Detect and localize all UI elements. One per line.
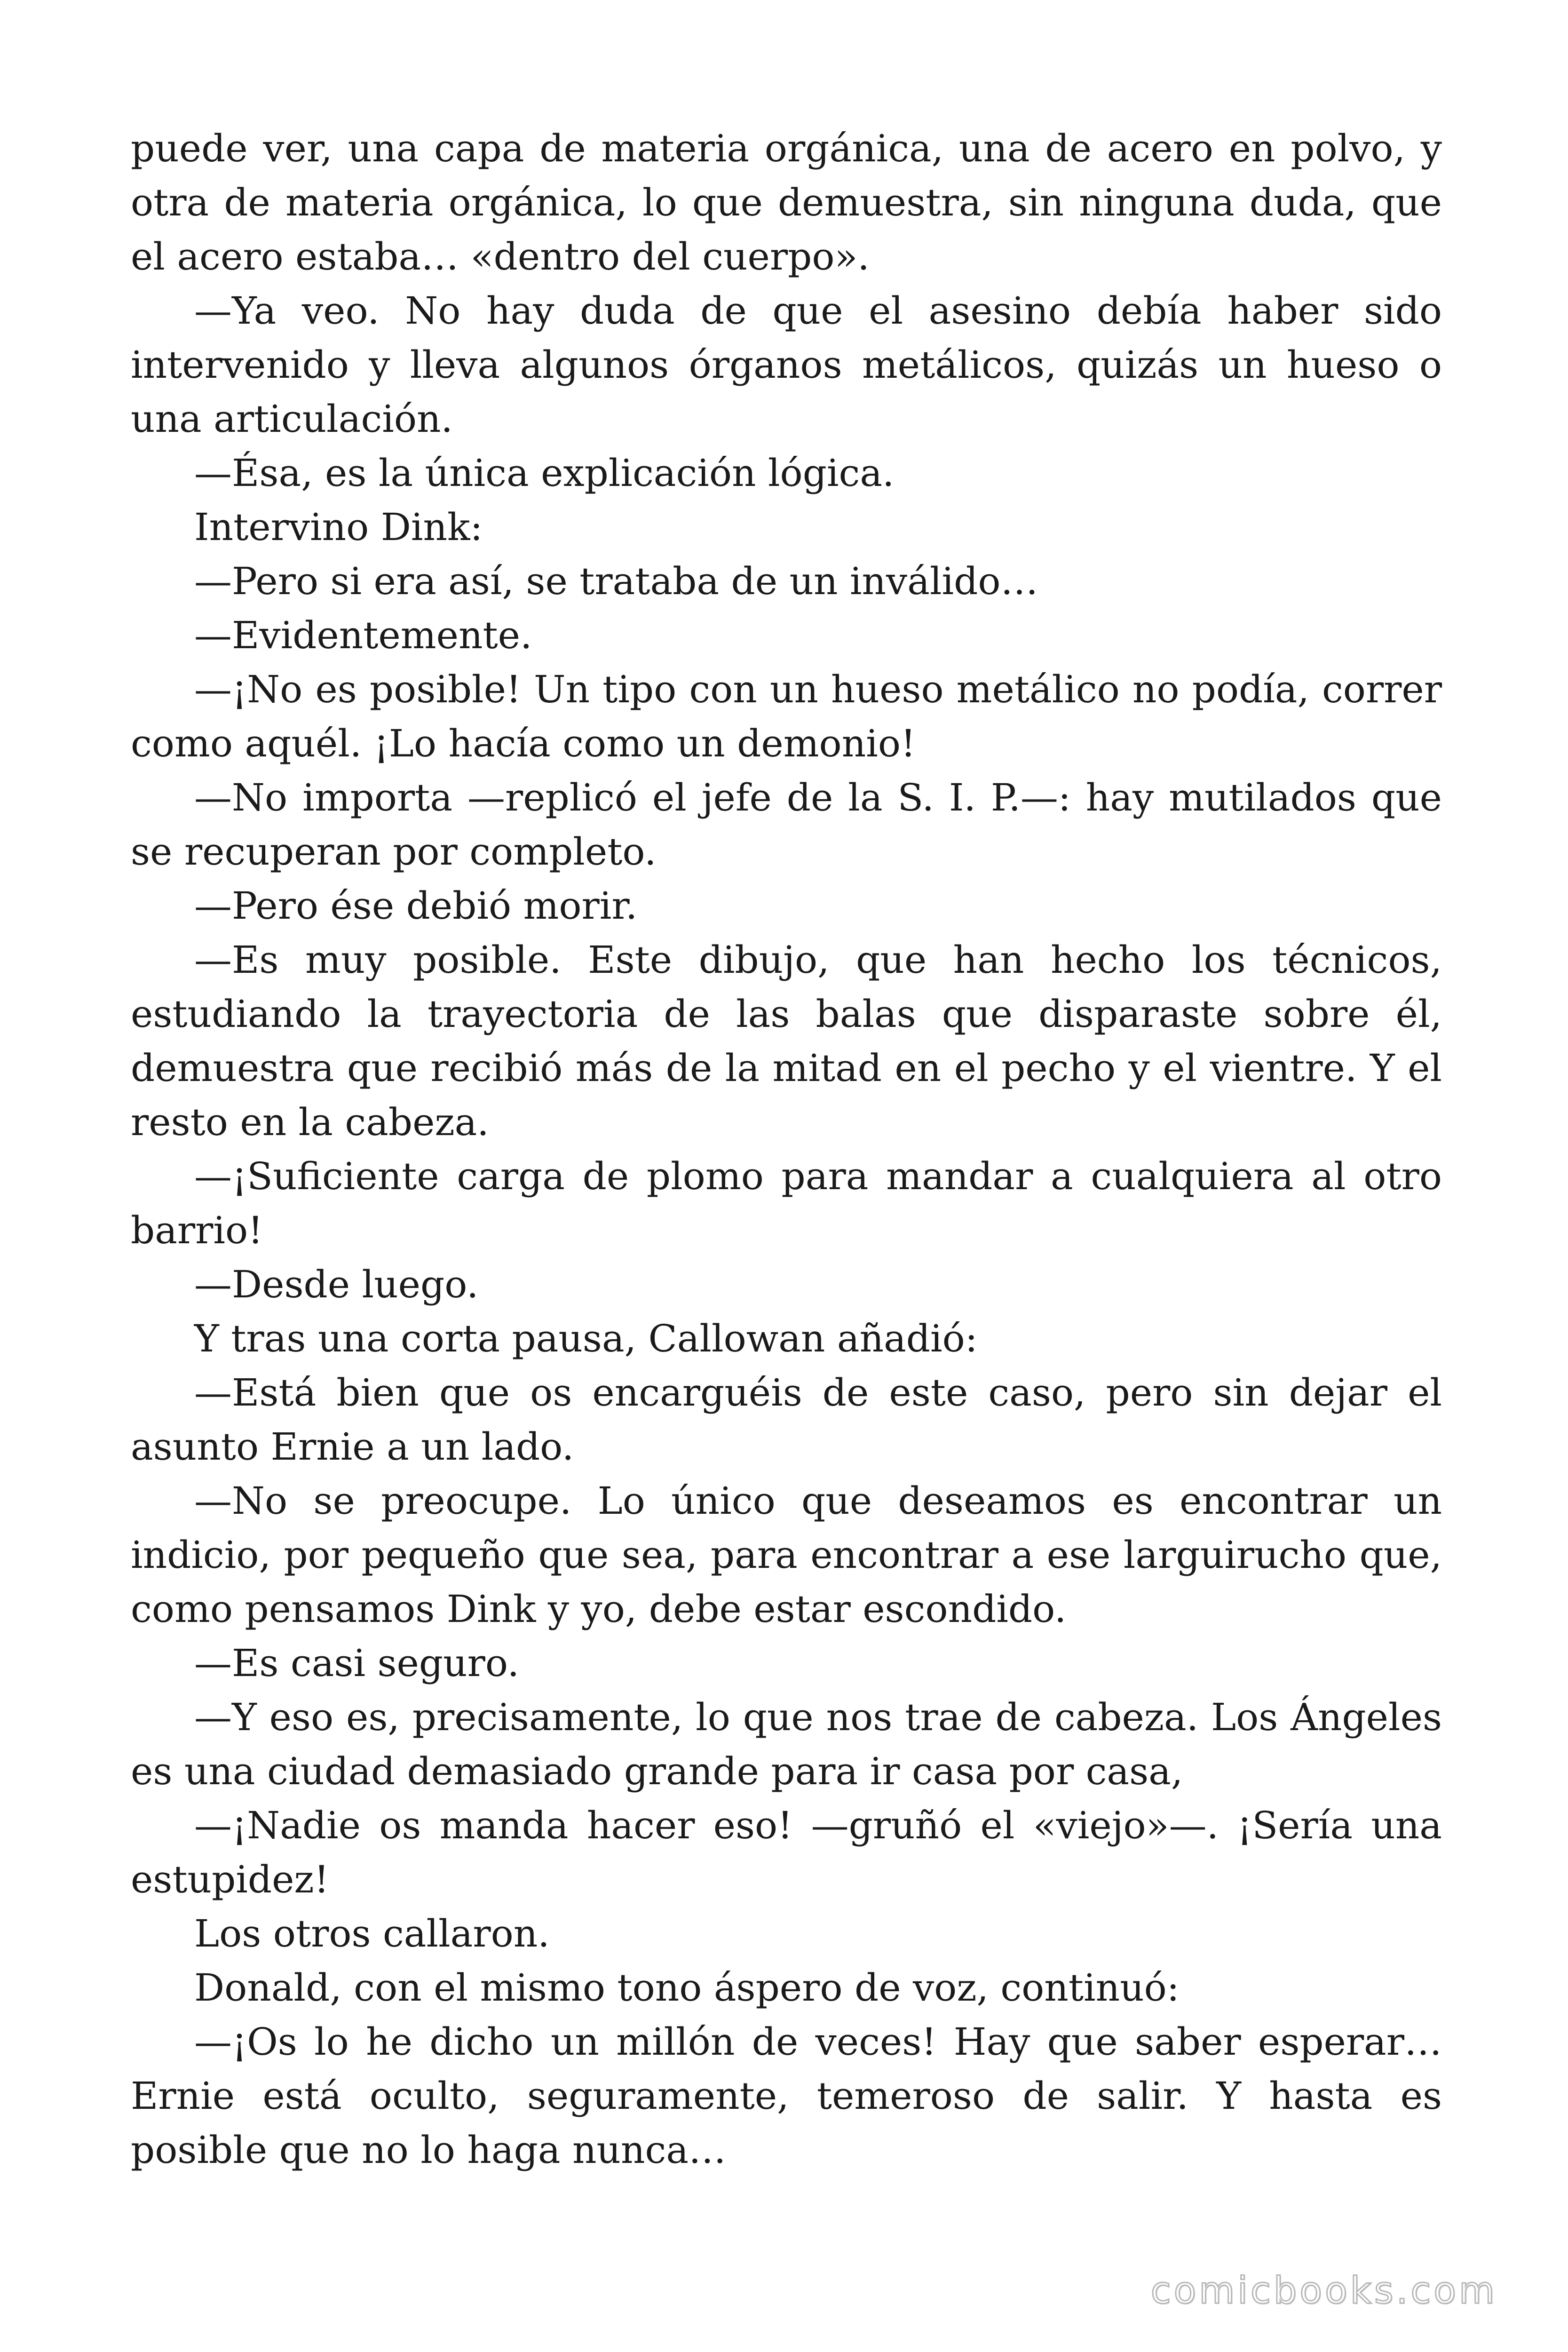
paragraph: —Ésa, es la única explicación lógica. xyxy=(194,451,895,495)
paragraph: —No importa —replicó el jefe de la S. I. P.—: hay mutilados que se recuperan por completo. xyxy=(131,776,1442,874)
paragraph: —¡Suficiente carga de plomo para mandar a cualquiera al otro barrio! xyxy=(131,1154,1442,1252)
paragraph: —¡Nadie os manda hacer eso! —gruñó el «viejo»—. ¡Sería una estupidez! xyxy=(131,1804,1442,1901)
page-body xyxy=(131,121,1442,2177)
paragraph: —Ya veo. No hay duda de que el asesino debía haber sido intervenido y lleva algunos órganos metálicos, quizás un hueso o una articulación. xyxy=(131,289,1442,441)
paragraph: Intervino Dink: xyxy=(194,505,483,549)
paragraph: —Desde luego. xyxy=(194,1263,479,1306)
paragraph: —¡Os lo he dicho un millón de veces! Hay que saber esperar… Ernie está oculto, seguramente, temeroso de salir. Y hasta es posible que no lo haga nunca… xyxy=(131,2020,1442,2172)
paragraph: —Y eso es, precisamente, lo que nos trae de cabeza. Los Ángeles es una ciudad demasiado grande para ir casa por casa, xyxy=(131,1695,1442,1793)
paragraph: —No se preocupe. Lo único que deseamos es encontrar un indicio, por pequeño que sea, para encontrar a ese larguirucho que, como pensamos Dink y yo, debe estar escondido. xyxy=(131,1479,1442,1631)
paragraph: Y tras una corta pausa, Callowan añadió: xyxy=(194,1317,978,1360)
paragraph: —Es muy posible. Este dibujo, que han hecho los técnicos, estudiando la trayectoria de las balas que disparaste sobre él, demuestra que recibió más de la mitad en el pecho y el vientre. Y el resto en la cabeza. xyxy=(131,938,1442,1144)
paragraph: —Es casi seguro. xyxy=(194,1641,520,1685)
paragraph: —Está bien que os encarguéis de este caso, pero sin dejar el asunto Ernie a un lado. xyxy=(131,1371,1442,1469)
watermark: comicbooks.com xyxy=(1150,2270,1497,2312)
paragraph: —Pero si era así, se trataba de un inválido… xyxy=(194,559,1038,603)
paragraph: puede ver, una capa de materia orgánica, una de acero en polvo, y otra de materia orgánica, lo que demuestra, sin ninguna duda, que el acero estaba… «dentro del cuerpo». xyxy=(131,127,1442,278)
paragraph: —Evidentemente. xyxy=(194,613,532,657)
paragraph: Donald, con el mismo tono áspero de voz, continuó: xyxy=(194,1966,1180,2010)
paragraph: —¡No es posible! Un tipo con un hueso metálico no podía, correr como aquél. ¡Lo hacía como un demonio! xyxy=(131,667,1442,765)
paragraph: —Pero ése debió morir. xyxy=(194,884,638,928)
paragraph: Los otros callaron. xyxy=(194,1912,550,1955)
